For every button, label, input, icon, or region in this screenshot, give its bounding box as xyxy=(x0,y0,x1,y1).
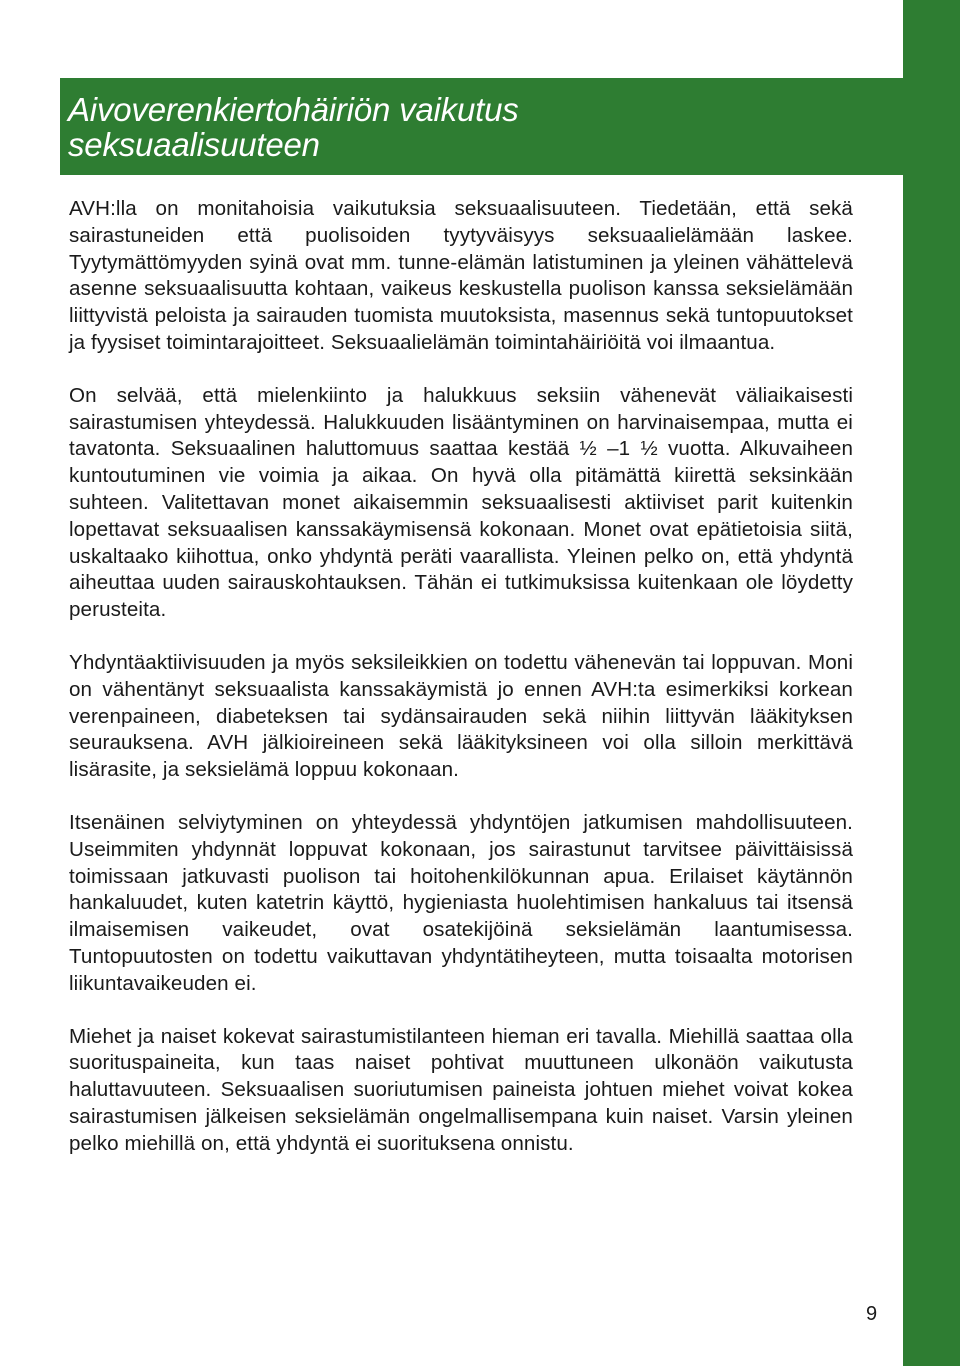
paragraph-2: On selvää, että mielenkiinto ja halukkuus seksiin vähenevät väliaikaisesti sairastumisen yhteydessä. Halukkuuden lisääntyminen on harvinaisempaa, mutta ei tavatonta. Seksuaalinen haluttomuus saattaa kestää ½ –1 ½ vuotta. Alkuvaiheen kuntoutuminen vie voimia ja aikaa. On hyvä olla pitämättä kiirettä seksinkään suhteen. Valitettavan monet aikaisemmin seksuaalisesti aktiiviset parit kuitenkin lopettavat seksuaalisen kanssakäymisensä kokonaan. Monet ovat epätietoisia siitä, uskaltaako kiihottua, onko yhdyntä peräti vaarallista. Yleinen pelko on, että yhdyntä aiheuttaa uuden sairauskohtauksen. Tähän ei tutkimuksissa kuitenkaan ole löydetty perusteita. xyxy=(69,383,853,622)
page-title-line-1: Aivoverenkiertohäiriön vaikutus xyxy=(68,91,519,128)
page-title xyxy=(68,92,903,162)
paragraph-4: Itsenäinen selviytyminen on yhteydessä yhdyntöjen jatkumisen mahdollisuuteen. Useimmiten yhdynnät loppuvat kokonaan, jos sairastunut tarvitsee päivittäisissä toimissaan jatkuvasti puolison tai hoitohenkilökunnan apua. Erilaiset käytännön hankaluudet, kuten katetrin käyttö, hygieniasta huolehtimisen hankaluus tai itsensä ilmaisemisen vaikeudet, ovat osatekijöinä seksielämän laantumisessa. Tuntopuutosten on todettu vaikuttavan yhdyntätiheyteen, mutta toisaalta motorisen liikuntavaikeuden ei. xyxy=(69,810,853,995)
body-text xyxy=(69,196,853,1184)
page-number: 9 xyxy=(866,1303,878,1325)
title-banner xyxy=(60,78,903,175)
paragraph-5: Miehet ja naiset kokevat sairastumistilanteen hieman eri tavalla. Miehillä saattaa olla suorituspaineita, kun taas naiset pohtivat muuttuneen ulkonäön vaikutusta haluttavuuteen. Seksuaalisen suoriutumisen paineista johtuen miehet voivat kokea sairastumisen jälkeisen seksielämän ongelmallisempana kuin naiset. Varsin yleinen pelko miehillä on, että yhdyntä ei suorituksena onnistu. xyxy=(69,1024,853,1155)
paragraph-1: AVH:lla on monitahoisia vaikutuksia seksuaalisuuteen. Tiedetään, että sekä sairastuneiden että puolisoiden tyytyväisyys seksuaalielämään laskee. Tyytymättömyyden syinä ovat mm. tunne-elämän latistuminen ja yleinen vähättelevä asenne seksuaalisuutta kohtaan, vaikeus keskustella puolison kanssa seksielämään liittyvistä peloista ja sairauden tuomista muutoksista, masennus sekä tuntopuutokset ja fyysiset toimintarajoitteet. Seksuaalielämän toimintahäiriöitä voi ilmaantua. xyxy=(69,197,853,354)
paragraph-3: Yhdyntäaktiivisuuden ja myös seksileikkien on todettu vähenevän tai loppuvan. Moni on vähentänyt seksuaalista kanssakäymistä jo ennen AVH:ta esimerkiksi korkean verenpaineen, diabeteksen tai sydänsairauden sekä niihin liittyvän lääkityksen seurauksena. AVH jälkioireineen sekä lääkityksineen voi olla silloin merkittävä lisärasite, ja seksielämä loppuu kokonaan. xyxy=(69,650,853,782)
page-title-line-2: seksuaalisuuteen xyxy=(68,126,320,163)
side-accent-bar xyxy=(903,0,960,1366)
